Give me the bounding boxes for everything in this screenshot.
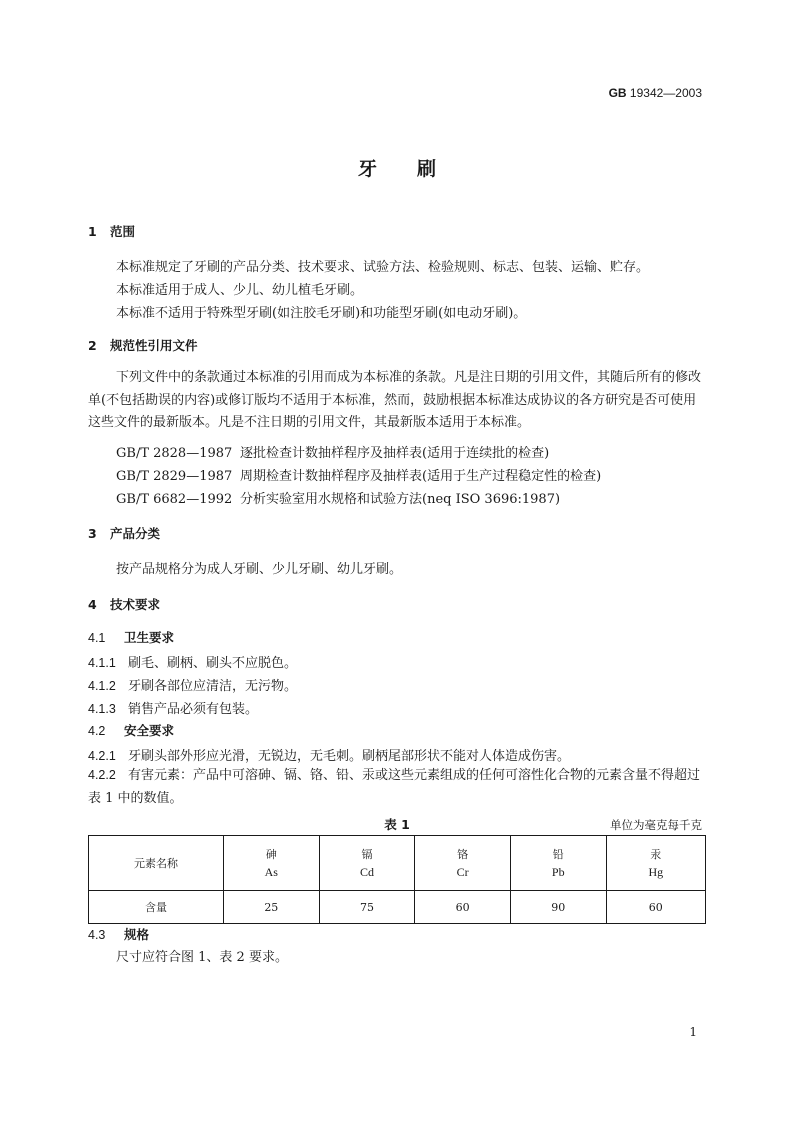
row-header-label: 元素名称	[89, 836, 224, 891]
reference-title: 分析实验室用水规格和试验方法(neq ISO 3696:1987)	[240, 492, 561, 507]
specification-paragraph: 尺寸应符合图 1、表 2 要求。	[116, 950, 288, 965]
clause-number: 4.2.2	[88, 768, 116, 782]
clause-text: 刷毛、刷柄、刷头不应脱色。	[128, 656, 298, 671]
element-symbol: As	[264, 865, 278, 879]
clause-number: 4.2.1	[88, 749, 116, 763]
standard-prefix: GB	[608, 86, 627, 100]
standard-code	[609, 86, 702, 100]
section-3-heading	[88, 524, 160, 542]
clause-text: 牙刷各部位应清洁，无污物。	[128, 679, 298, 694]
scope-paragraph-2: 本标准适用于成人、少儿、幼儿植毛牙刷。	[116, 283, 364, 298]
clause-4-2-1	[88, 745, 570, 764]
subsection-number: 4.1	[88, 631, 106, 645]
section-title: 范围	[110, 224, 136, 239]
subsection-number: 4.2	[88, 724, 106, 738]
element-symbol: Cr	[456, 865, 469, 879]
reference-title: 周期检查计数抽样程序及抽样表(适用于生产过程稳定性的检查)	[240, 469, 602, 484]
subsection-title: 卫生要求	[124, 630, 175, 645]
subsection-4-2-heading	[88, 721, 174, 739]
reference-item	[116, 442, 549, 461]
section-title: 技术要求	[110, 597, 161, 612]
element-header-cell	[606, 836, 705, 891]
clause-number: 4.1.2	[88, 679, 116, 693]
section-title: 产品分类	[110, 526, 161, 541]
element-value: 75	[319, 891, 415, 924]
element-name: 铬	[457, 848, 469, 861]
clause-number: 4.1.3	[88, 702, 116, 716]
subsection-4-1-heading	[88, 628, 174, 646]
section-4-heading	[88, 595, 160, 613]
clause-4-1-1	[88, 652, 297, 671]
reference-code: GB/T 6682—1992	[116, 492, 233, 507]
element-name: 铅	[552, 848, 564, 861]
value-row-label: 含量	[89, 891, 224, 924]
section-number: 1	[88, 224, 97, 239]
element-value: 60	[606, 891, 705, 924]
element-header-cell	[224, 836, 320, 891]
standard-number: 19342—2003	[629, 86, 702, 100]
section-number: 4	[88, 597, 97, 612]
clause-4-1-3	[88, 698, 258, 717]
section-2-heading	[88, 336, 198, 354]
reference-item	[116, 465, 601, 484]
clause-text: 销售产品必须有包装。	[128, 702, 259, 717]
subsection-title: 规格	[124, 927, 150, 942]
element-symbol: Pb	[551, 865, 565, 879]
classification-paragraph: 按产品规格分为成人牙刷、少儿牙刷、幼儿牙刷。	[116, 562, 403, 577]
reference-title: 逐批检查计数抽样程序及抽样表(适用于连续批的检查)	[240, 446, 550, 461]
normative-references-paragraph: 下列文件中的条款通过本标准的引用而成为本标准的条款。凡是注日期的引用文件，其随后所有的修改单(不包括勘误的内容)或修订版均不适用于本标准，然而，鼓励根据本标准达成协议的各方研究是否可使用这些文件的最新版本。凡是不注日期的引用文件，其最新版本适用于本标准。	[88, 370, 702, 430]
clause-text: 有害元素：产品中可溶砷、镉、铬、铅、汞或这些元素组成的任何可溶性化合物的元素含量不得超过表 1 中的数值。	[88, 768, 701, 806]
table-1-unit: 单位为毫克每千克	[610, 818, 702, 832]
reference-code: GB/T 2829—1987	[116, 469, 233, 484]
clause-number: 4.1.1	[88, 656, 116, 670]
document-title: 牙刷	[357, 158, 476, 180]
section-1-heading	[88, 222, 135, 240]
clause-4-1-2	[88, 675, 297, 694]
page-number: 1	[689, 1025, 697, 1039]
table-1-caption: 表 1	[384, 817, 410, 832]
subsection-4-3-heading	[88, 925, 149, 943]
element-name: 汞	[650, 848, 662, 861]
element-header-cell	[510, 836, 606, 891]
element-header-cell	[415, 836, 511, 891]
clause-4-2-2	[88, 764, 708, 810]
clause-text: 牙刷头部外形应光滑，无锐边，无毛刺。刷柄尾部形状不能对人体造成伤害。	[128, 749, 571, 764]
element-name: 镉	[361, 848, 373, 861]
element-value: 25	[224, 891, 320, 924]
section-number: 2	[88, 338, 97, 353]
element-value: 60	[415, 891, 511, 924]
element-limits-table	[88, 835, 706, 924]
subsection-number: 4.3	[88, 928, 106, 942]
reference-code: GB/T 2828—1987	[116, 446, 233, 461]
reference-item	[116, 488, 560, 507]
section-title: 规范性引用文件	[110, 338, 198, 353]
table-header-row	[89, 836, 706, 891]
scope-paragraph-1: 本标准规定了牙刷的产品分类、技术要求、试验方法、检验规则、标志、包装、运输、贮存。	[116, 260, 650, 275]
scope-paragraph-3: 本标准不适用于特殊型牙刷(如注胶毛牙刷)和功能型牙刷(如电动牙刷)。	[116, 306, 527, 321]
section-number: 3	[88, 526, 97, 541]
element-header-cell	[319, 836, 415, 891]
element-symbol: Hg	[648, 865, 664, 879]
element-name: 砷	[265, 848, 277, 861]
element-symbol: Cd	[359, 865, 374, 879]
element-value: 90	[510, 891, 606, 924]
subsection-title: 安全要求	[124, 723, 175, 738]
table-row	[89, 891, 706, 924]
